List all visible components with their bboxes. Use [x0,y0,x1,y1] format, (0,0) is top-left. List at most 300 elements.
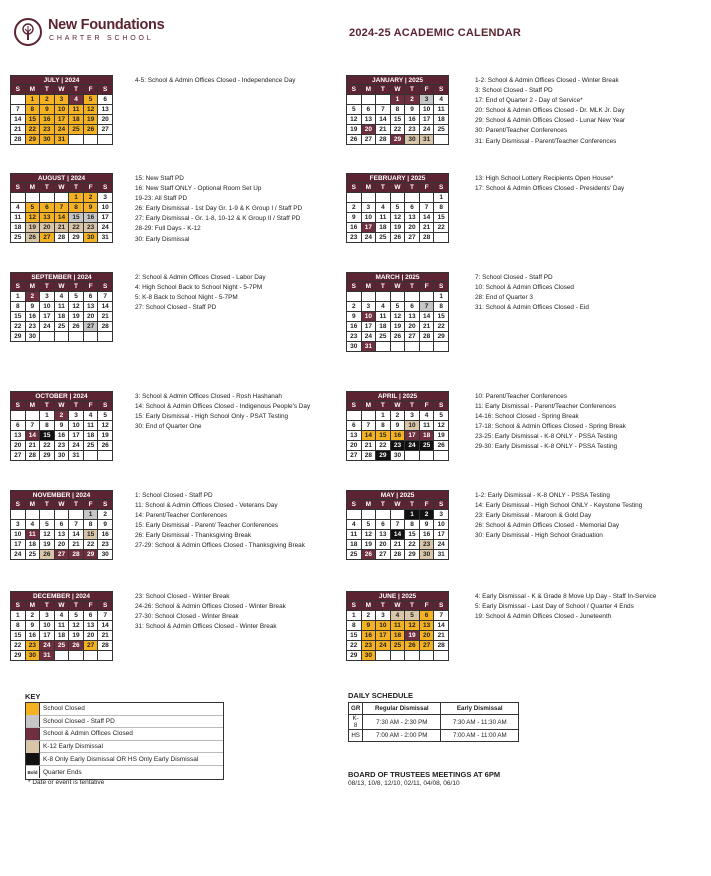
event-item: 3: School & Admin Offices Closed - Rosh Hashanah [135,393,282,400]
event-item: 19-23: All Staff PD [135,195,188,203]
day-cell: 11 [69,105,84,115]
day-cell: 5 [390,203,405,213]
day-cell: 10 [54,105,69,115]
board-meetings-title: BOARD OF TRUSTEES MEETINGS AT 6PM [348,770,501,779]
day-cell: 8 [347,621,362,631]
day-cell: 16 [390,431,405,441]
day-cell: 17 [376,631,391,641]
day-cell: 17 [434,530,449,540]
day-cell: 30 [390,451,405,461]
month-title: APRIL | 2025 [346,391,449,400]
month-grid [10,400,113,461]
day-cell: 18 [54,312,69,322]
day-cell: 19 [25,223,40,233]
month-calendar [346,173,449,243]
day-cell: 22 [25,125,40,135]
day-cell: 6 [98,95,113,105]
month-title: MAY | 2025 [346,490,449,499]
day-cell: 16 [83,213,98,223]
event-item: 11: School & Admin Offices Closed - Veterans Day [135,502,278,510]
day-cell: 21 [419,223,434,233]
day-cell: 20 [11,441,26,451]
day-cell: 3 [434,510,449,520]
day-cell [361,193,376,203]
day-cell: 4 [390,611,405,621]
day-cell [54,510,69,520]
weekday-header: W [390,282,405,292]
day-cell: 29 [347,651,362,661]
month-calendar [10,591,113,661]
day-cell: 23 [54,441,69,451]
schedule-cell: 7:00 AM - 11:00 AM [441,730,519,742]
key-item [26,728,223,741]
weekday-header: M [361,601,376,611]
day-cell [347,193,362,203]
month-grid [10,182,113,243]
day-cell [83,332,98,342]
day-cell: 22 [376,441,391,451]
day-cell: 10 [376,621,391,631]
day-cell: 20 [419,631,434,641]
weekday-header: S [434,85,449,95]
day-cell: 17 [405,431,420,441]
day-cell: 22 [390,125,405,135]
day-cell: 29 [11,332,26,342]
month-grid [10,281,113,342]
key-label: School Closed [43,705,85,713]
weekday-header: S [434,282,449,292]
key-label: School Closed - Staff PD [43,717,115,725]
day-cell: 24 [361,332,376,342]
day-cell [376,651,391,661]
day-cell: 21 [54,223,69,233]
weekday-header: S [98,85,113,95]
day-cell: 28 [390,550,405,560]
day-cell: 5 [347,105,362,115]
weekday-header: T [40,500,55,510]
event-item: 15: Early Dismissal - Parent/ Teacher Conferences [135,522,279,530]
day-cell: 24 [419,125,434,135]
weekday-header: T [69,85,84,95]
schedule-cell: 7:30 AM - 2:30 PM [363,715,441,730]
day-cell [434,651,449,661]
day-cell: 21 [25,441,40,451]
month-events [475,592,680,622]
month-grid [346,84,449,145]
day-cell: 11 [390,621,405,631]
day-cell: 28 [25,451,40,461]
weekday-header: F [419,85,434,95]
weekday-header: T [405,500,420,510]
day-cell: 24 [361,233,376,243]
day-cell [376,292,391,302]
event-item: 20: School & Admin Offices Closed - Dr. MLK Jr. Day [475,107,625,115]
day-cell: 27 [40,233,55,243]
day-cell: 26 [83,125,98,135]
day-cell [347,411,362,421]
month-events [475,392,680,453]
day-cell: 7 [434,611,449,621]
weekday-header: W [54,85,69,95]
weekday-header: S [98,500,113,510]
day-cell: 16 [347,223,362,233]
day-cell: 30 [405,135,420,145]
day-cell: 5 [69,292,84,302]
day-cell: 18 [376,322,391,332]
day-cell: 27 [376,550,391,560]
weekday-header: T [376,601,391,611]
weekday-header: W [390,85,405,95]
day-cell: 11 [11,213,26,223]
weekday-header: F [419,282,434,292]
day-cell: 2 [361,611,376,621]
day-cell [361,510,376,520]
weekday-header: F [419,601,434,611]
key-item [26,753,223,766]
day-cell: 2 [40,95,55,105]
weekday-header: M [361,500,376,510]
day-cell: 11 [434,105,449,115]
weekday-header: T [69,601,84,611]
day-cell: 8 [376,421,391,431]
day-cell: 13 [361,115,376,125]
key-item [26,716,223,729]
event-item: 28: End of Quarter 3 [475,294,533,302]
event-item: 17-18: School & Admin Offices Closed - Spring Break [475,423,626,431]
weekday-header: F [83,85,98,95]
day-cell: 24 [69,441,84,451]
day-cell: 20 [376,540,391,550]
day-cell: 18 [390,631,405,641]
day-cell: 13 [83,302,98,312]
day-cell: 19 [83,115,98,125]
day-cell: 10 [434,520,449,530]
day-cell: 7 [419,302,434,312]
day-cell: 1 [25,95,40,105]
day-cell: 28 [434,641,449,651]
event-item: 31: School & Admin Offices Closed - Winter Break [135,623,277,631]
day-cell [83,135,98,145]
day-cell: 6 [405,302,420,312]
day-cell: 17 [11,540,26,550]
weekday-header: W [390,183,405,193]
day-cell: 1 [390,95,405,105]
weekday-header: M [361,401,376,411]
day-cell: 8 [40,421,55,431]
schedule-cell: K-8 [349,715,363,730]
day-cell [347,510,362,520]
day-cell [405,342,420,352]
day-cell: 13 [405,312,420,322]
weekday-header: S [347,401,362,411]
day-cell: 4 [54,611,69,621]
day-cell [434,233,449,243]
day-cell: 29 [25,135,40,145]
day-cell: 12 [347,115,362,125]
day-cell: 27 [98,125,113,135]
day-cell: 11 [376,213,391,223]
day-cell: 7 [98,611,113,621]
day-cell: 16 [54,431,69,441]
day-cell: 3 [98,193,113,203]
day-cell: 14 [25,431,40,441]
day-cell: 4 [11,203,26,213]
day-cell [376,95,391,105]
day-cell: 31 [434,550,449,560]
day-cell: 21 [376,125,391,135]
day-cell: 19 [434,431,449,441]
day-cell: 20 [347,441,362,451]
day-cell: 31 [419,135,434,145]
day-cell: 22 [69,223,84,233]
day-cell: 30 [83,233,98,243]
month-title: AUGUST | 2024 [10,173,113,182]
day-cell: 26 [25,233,40,243]
day-cell: 4 [25,520,40,530]
day-cell: 6 [83,292,98,302]
day-cell [98,135,113,145]
day-cell: 14 [390,530,405,540]
day-cell: 8 [83,520,98,530]
day-cell: 26 [347,135,362,145]
weekday-header: T [405,183,420,193]
day-cell: 24 [376,641,391,651]
month-title: DECEMBER | 2024 [10,591,113,600]
month-calendar [10,173,113,243]
day-cell: 6 [40,203,55,213]
event-item: 1-2: Early Dismissal - K-8 ONLY - PSSA Testing [475,492,610,499]
weekday-header: M [361,282,376,292]
weekday-header: T [69,183,84,193]
weekday-header: T [405,85,420,95]
day-cell: 10 [11,530,26,540]
month-events [475,174,680,194]
day-cell [69,332,84,342]
day-cell: 30 [25,651,40,661]
event-item: 14: Early Dismissal - High School ONLY - Keystone Testing [475,502,643,510]
day-cell: 10 [40,621,55,631]
day-cell: 8 [11,621,26,631]
day-cell: 6 [347,421,362,431]
weekday-header: W [54,401,69,411]
day-cell: 18 [25,540,40,550]
event-item: 31: School & Admin Offices Closed - Eid [475,304,589,312]
event-item: 23-25: Early Dismissal - K-8 ONLY - PSSA Testing [475,433,618,441]
day-cell: 15 [376,431,391,441]
key-swatch [26,703,40,715]
day-cell [83,451,98,461]
event-item: 27: Early Dismissal - Gr. 1-8, 10-12 & K Group II / Staff PD [135,215,301,223]
day-cell: 9 [405,105,420,115]
day-cell: 10 [69,421,84,431]
event-item: 13: High School Lottery Recipients Open House* [475,175,614,182]
day-cell: 14 [361,431,376,441]
day-cell: 31 [98,233,113,243]
day-cell: 19 [390,223,405,233]
day-cell [419,193,434,203]
key-item [26,766,223,779]
weekday-header: S [11,85,26,95]
day-cell: 29 [390,135,405,145]
day-cell [69,510,84,520]
key-swatch [26,715,40,727]
day-cell: 27 [347,451,362,461]
tentative-note: * Date or event is tentative [28,779,105,786]
weekday-header: M [25,183,40,193]
day-cell: 1 [11,292,26,302]
day-cell: 26 [405,641,420,651]
day-cell [361,411,376,421]
schedule-cell: HS [349,730,363,742]
day-cell: 13 [40,213,55,223]
weekday-header: M [25,401,40,411]
day-cell [54,332,69,342]
day-cell: 24 [434,540,449,550]
day-cell: 25 [376,332,391,342]
day-cell: 6 [419,611,434,621]
day-cell: 26 [69,322,84,332]
weekday-header: S [98,401,113,411]
tree-icon [20,23,36,41]
day-cell: 7 [69,520,84,530]
weekday-header: T [40,401,55,411]
day-cell: 27 [11,451,26,461]
day-cell: 3 [376,611,391,621]
day-cell: 20 [98,115,113,125]
weekday-header: F [419,401,434,411]
day-cell: 23 [25,322,40,332]
day-cell: 14 [69,530,84,540]
event-item: 15: New Staff PD [135,175,184,182]
day-cell: 25 [54,322,69,332]
day-cell: 25 [54,641,69,651]
day-cell: 12 [434,421,449,431]
day-cell: 30 [40,135,55,145]
day-cell: 11 [54,621,69,631]
day-cell: 21 [98,312,113,322]
weekday-header: M [25,85,40,95]
day-cell: 9 [25,302,40,312]
weekday-header: S [347,85,362,95]
day-cell: 28 [11,135,26,145]
event-item: 10: School & Admin Offices Closed [475,284,574,292]
day-cell: 26 [390,233,405,243]
day-cell: 6 [376,520,391,530]
weekday-header: W [390,401,405,411]
month-grid [10,84,113,145]
key-label: Quarter Ends [43,768,82,776]
day-cell: 14 [376,115,391,125]
brand-name: New Foundations [48,17,165,33]
day-cell: 26 [98,441,113,451]
event-item: 5: K-8 Back to School Night - 5-7PM [135,294,238,302]
event-item: 4-5: School & Admin Offices Closed - Independence Day [135,77,296,84]
day-cell [361,292,376,302]
month-title: OCTOBER | 2024 [10,391,113,400]
day-cell [390,510,405,520]
day-cell: 10 [40,302,55,312]
brand-subtitle: CHARTER SCHOOL [49,35,154,42]
weekday-header: F [419,500,434,510]
day-cell: 24 [98,223,113,233]
day-cell: 27 [405,332,420,342]
day-cell: 26 [69,641,84,651]
day-cell [25,411,40,421]
day-cell [419,451,434,461]
day-cell: 26 [40,550,55,560]
day-cell: 10 [98,203,113,213]
schedule-cell: 7:00 AM - 2:00 PM [363,730,441,742]
day-cell: 24 [40,641,55,651]
day-cell [11,193,26,203]
day-cell: 3 [11,520,26,530]
day-cell [25,510,40,520]
day-cell: 23 [347,233,362,243]
day-cell: 15 [83,530,98,540]
event-item: 10: Parent/Teacher Conferences [475,393,568,400]
day-cell: 22 [40,441,55,451]
weekday-header: S [434,401,449,411]
event-item: 14-16: School Closed - Spring Break [475,413,579,421]
day-cell [83,651,98,661]
day-cell: 20 [40,223,55,233]
day-cell: 7 [11,105,26,115]
weekday-header: S [347,282,362,292]
day-cell [40,193,55,203]
day-cell [69,135,84,145]
weekday-header: T [376,500,391,510]
event-item: 14: Parent/Teacher Conferences [135,512,228,520]
month-events [135,392,340,432]
day-cell: 22 [434,223,449,233]
day-cell: 20 [405,322,420,332]
day-cell: 2 [25,292,40,302]
daily-schedule-title: DAILY SCHEDULE [348,691,414,700]
weekday-header: M [25,601,40,611]
day-cell: 5 [40,520,55,530]
day-cell [11,510,26,520]
day-cell: 2 [390,411,405,421]
day-cell: 17 [361,223,376,233]
month-events [475,273,680,313]
day-cell: 9 [347,213,362,223]
day-cell: 5 [98,411,113,421]
day-cell [419,651,434,661]
day-cell: 25 [419,441,434,451]
day-cell: 18 [347,540,362,550]
weekday-header: T [405,601,420,611]
day-cell [405,193,420,203]
day-cell: 19 [390,322,405,332]
day-cell: 13 [419,621,434,631]
key-label: K-8 Only Early Dismissal OR HS Only Early Dismissal [43,755,199,763]
day-cell: 19 [405,631,420,641]
day-cell: 29 [40,451,55,461]
month-grid [10,499,113,560]
weekday-header: W [54,282,69,292]
day-cell: 19 [98,431,113,441]
month-title: JANUARY | 2025 [346,75,449,84]
day-cell: 23 [83,223,98,233]
day-cell: 4 [347,520,362,530]
day-cell: 15 [405,530,420,540]
day-cell: 12 [405,621,420,631]
key-swatch [26,753,40,765]
day-cell: 2 [54,411,69,421]
day-cell: 9 [390,421,405,431]
weekday-header: F [83,282,98,292]
key-item [26,741,223,754]
